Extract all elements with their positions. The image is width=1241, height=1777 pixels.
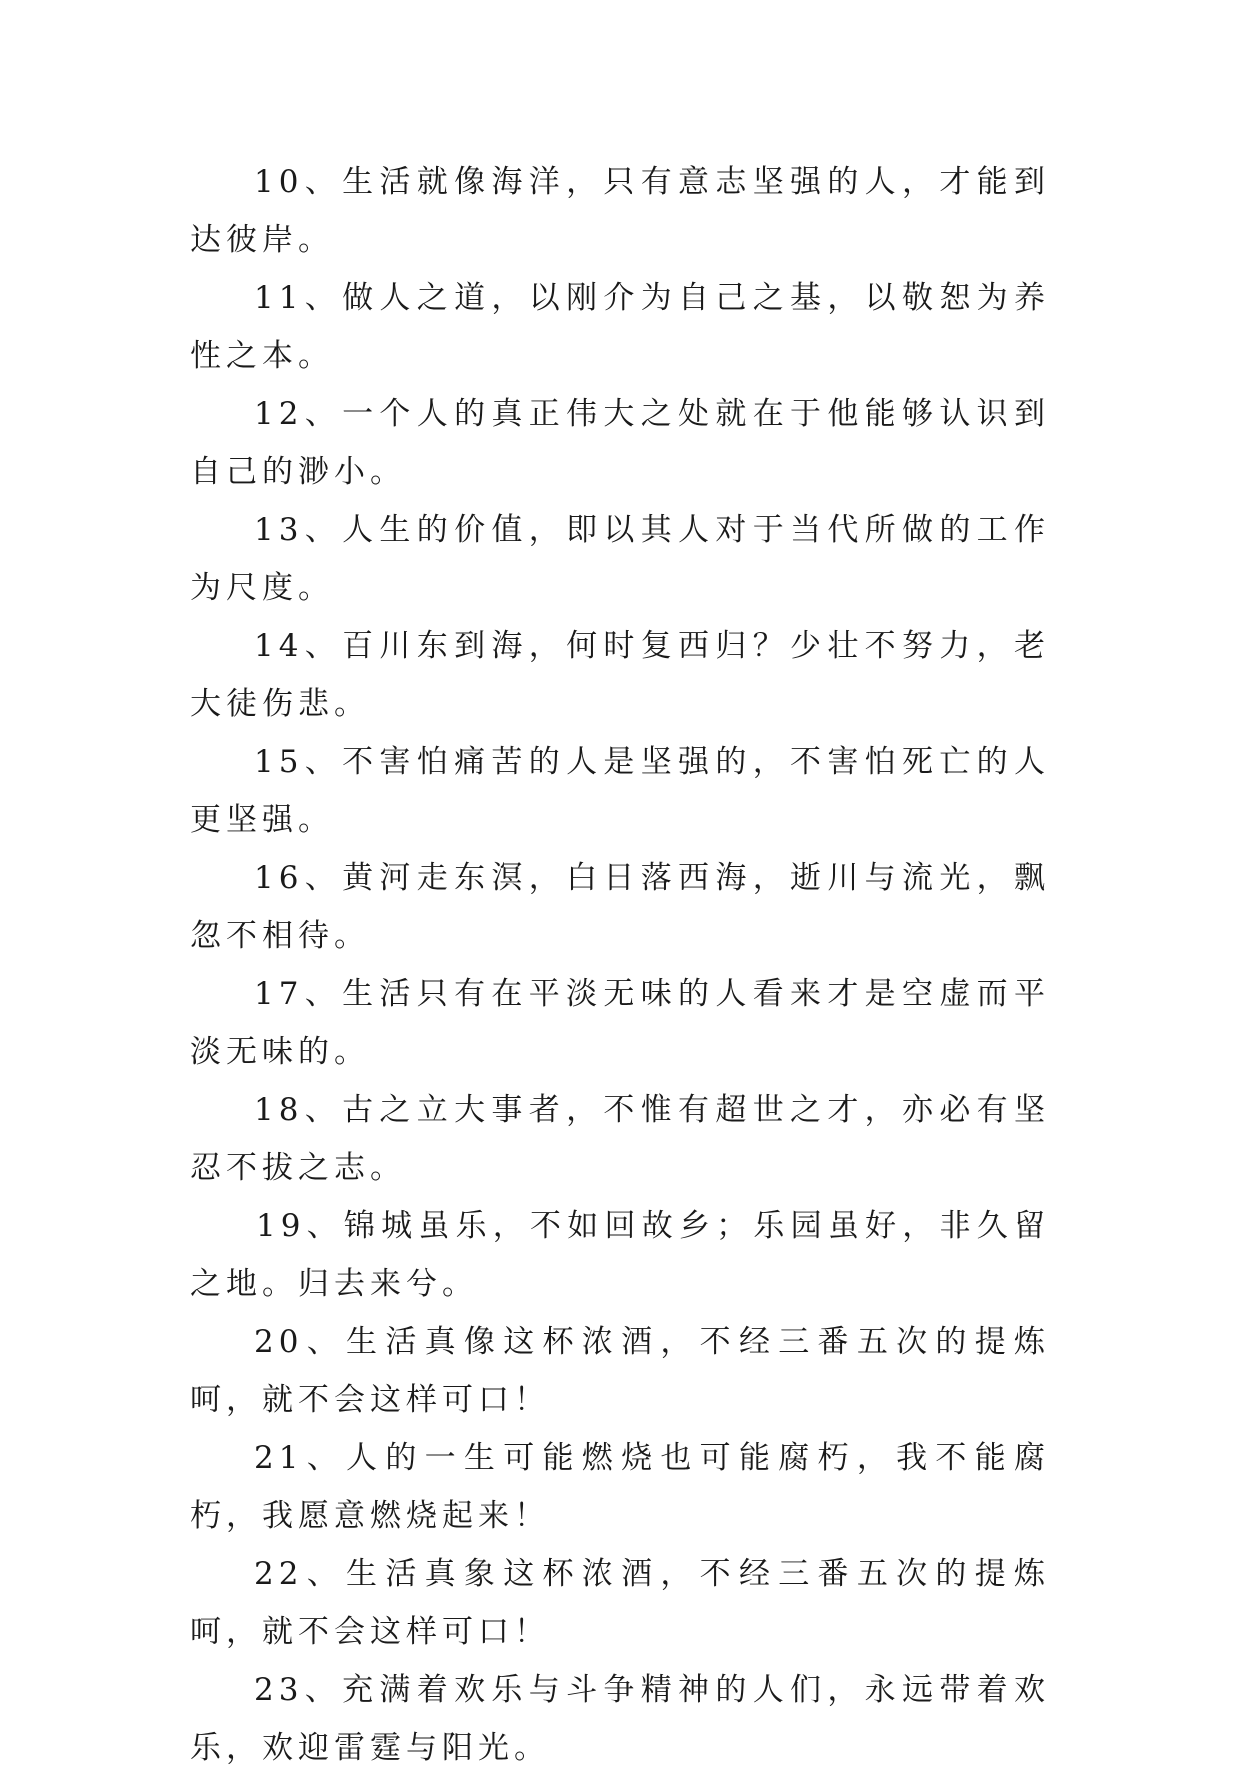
paragraph-18: 18、古之立大事者，不惟有超世之才，亦必有坚忍不拔之志。 — [190, 1092, 1050, 1186]
paragraph-17: 17、生活只有在平淡无味的人看来才是空虚而平淡无味的。 — [190, 976, 1050, 1070]
paragraph-23: 23、充满着欢乐与斗争精神的人们，永远带着欢乐，欢迎雷霆与阳光。 — [190, 1672, 1050, 1766]
paragraph-21: 21、人的一生可能燃烧也可能腐朽，我不能腐朽，我愿意燃烧起来！ — [190, 1440, 1050, 1534]
paragraph-12: 12、一个人的真正伟大之处就在于他能够认识到自己的渺小。 — [190, 396, 1050, 490]
paragraph-20: 20、生活真像这杯浓酒，不经三番五次的提炼呵，就不会这样可口！ — [190, 1324, 1050, 1418]
paragraph-13: 13、人生的价值，即以其人对于当代所做的工作为尺度。 — [190, 512, 1050, 606]
paragraph-14: 14、百川东到海，何时复西归？少壮不努力，老大徒伤悲。 — [190, 628, 1050, 722]
paragraph-15: 15、不害怕痛苦的人是坚强的，不害怕死亡的人更坚强。 — [190, 744, 1050, 838]
paragraph-19: 19、锦城虽乐，不如回故乡；乐园虽好，非久留之地。归去来兮。 — [190, 1208, 1050, 1302]
paragraph-11: 11、做人之道，以刚介为自己之基，以敬恕为养性之本。 — [190, 280, 1050, 374]
paragraph-10: 10、生活就像海洋，只有意志坚强的人，才能到达彼岸。 — [190, 164, 1050, 258]
paragraph-16: 16、黄河走东溟，白日落西海，逝川与流光，飘忽不相待。 — [190, 860, 1050, 954]
paragraph-22: 22、生活真象这杯浓酒，不经三番五次的提炼呵，就不会这样可口！ — [190, 1556, 1050, 1650]
document-body — [190, 153, 1050, 1777]
